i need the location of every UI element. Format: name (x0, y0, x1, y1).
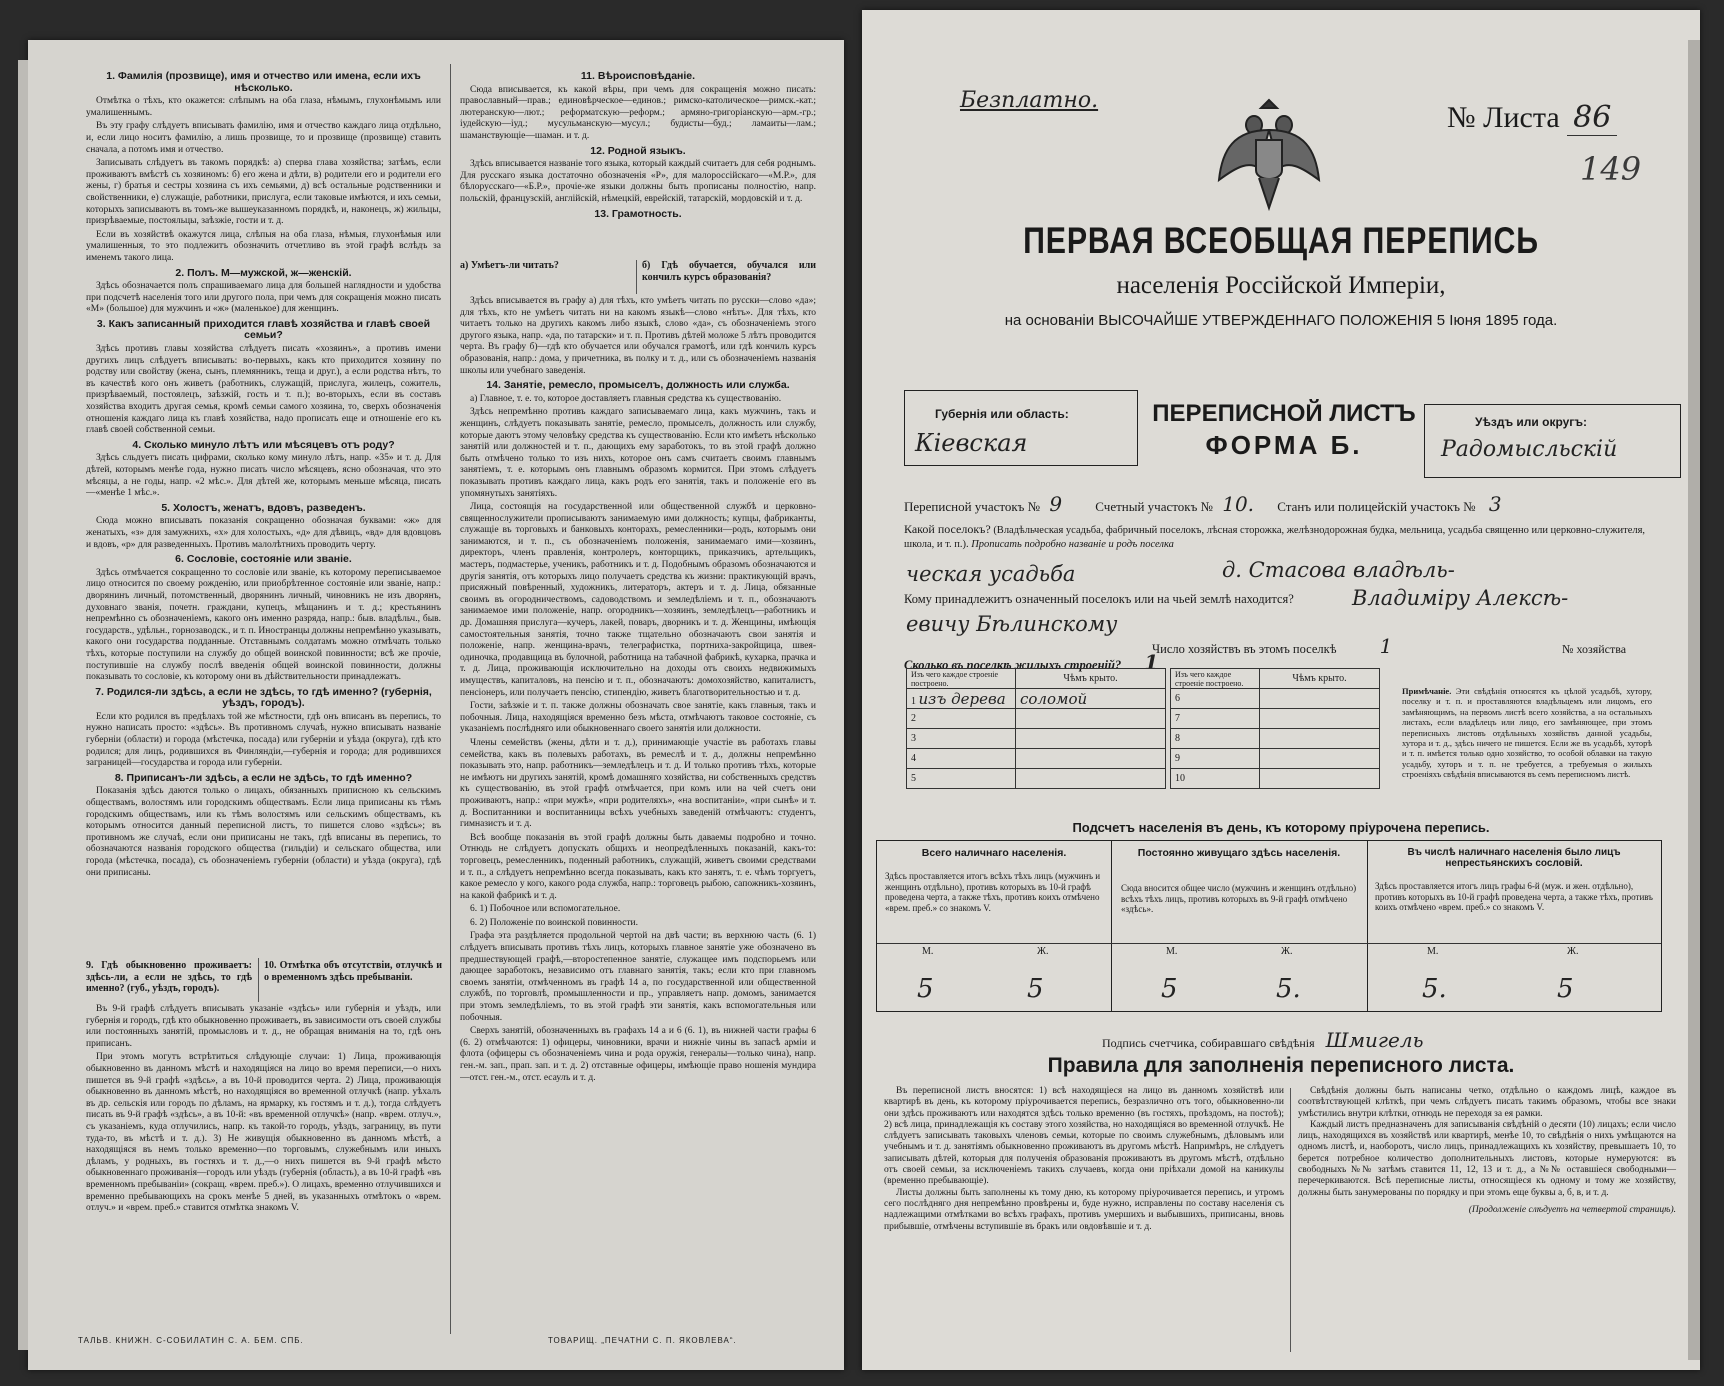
count-head: Всего наличнаго населенія. (921, 847, 1067, 859)
instruction-paragraph: Всѣ вообще показанія въ этой графѣ должны быть даваемы подробно и точно. Отнюдь не слѣдуетъ допускать общихъ и неопредѣленныхъ показаній, какъ-то: торговецъ, ремесленникъ, поденный работникъ, служащій, живетъ своими средствами и т. п., а слѣдуетъ непремѣнно всегда показывать, какъ кто занятъ, т. е. чѣмъ торгуетъ, какое ремесло у кого, какого рода служба, напр.: торговецъ рыбою, сапожникъ-хозяинъ, на какой фабрикѣ и т. д. (460, 832, 816, 901)
signature-value: Шмигель (1325, 1028, 1424, 1052)
uezd-box (1424, 404, 1681, 478)
instruction-paragraph: Отмѣтка о тѣхъ, кто окажется: слѣпымъ на оба глаза, нѣмымъ, глухонѣмымъ или умалишеннымъ. (86, 96, 441, 118)
uezd-value: Радомысльскій (1441, 437, 1618, 462)
count-desc: Здѣсь проставляется итогъ лицъ графы 6-й (муж. и жен. отдѣльно), противъ которыхъ въ 10-й графѣ проведена черта, а также тѣхъ, противъ коихъ отмѣчено «врем. преб.» со знакомъ V. (1375, 881, 1653, 912)
count-zh-value: 5 (1557, 974, 1574, 1004)
instruction-paragraph: а) Главное, т. е. то, которое доставляетъ главныя средства къ существованію. (470, 393, 782, 404)
instruction-paragraph: 6. 2) Положеніе по воинской повинности. (470, 917, 638, 928)
owner-label: Кому принадлежитъ означенный поселокъ или на чьей землѣ находится? (904, 592, 1294, 606)
zh-label: Ж. (1567, 946, 1579, 957)
rules-right-p2: Каждый листъ предназначенъ для записыванія свѣдѣній о десяти (10) лицахъ; если число лицъ, находящихся въ хозяйствѣ или квартирѣ, менѣе 10, то свѣдѣнія о нихъ умѣщаются на одномъ листѣ, и, наоборотъ, число лицъ, принадлежащихъ къ хозяйству, превышаетъ 10, то берется потребное количество дополнительныхъ листовъ, которые нумеруются: въ свободныхъ №№ затѣмъ ставится 11, 12, 13 и т. д., а №№ оставшіеся свободными—перечеркиваются. Всѣ переписные листы, относящіеся къ одному и тому же хозяйству, должны быть занумерованы по порядку и при этомъ еще буквы а, б, в, и т. д. (1298, 1119, 1676, 1198)
poselok-hint2: Прописать подробно названіе и родъ поселка (971, 539, 1174, 550)
instruction-heading: 7. Родился-ли здѣсь, а если не здѣсь, то гдѣ именно? (губернія, уѣздъ, городъ). (95, 685, 432, 710)
count-head: Въ числѣ наличнаго населенія было лицъ непрестьянскихъ сословій. (1407, 847, 1621, 869)
count-m-value: 5 (1161, 974, 1178, 1004)
hh-count-row (1152, 634, 1392, 658)
hh-count-label: Число хозяйствъ въ этомъ поселкѣ (1152, 642, 1337, 656)
rules-right (1298, 1086, 1676, 1216)
page-stack-edge (1688, 40, 1700, 1360)
printer-mark-right: ТОВАРИЩ. „ПЕЧАТНИ С. П. ЯКОВЛЕВА“. (548, 1336, 737, 1345)
instruction-paragraph: Здѣсь отмѣчается сокращенно то сословіе или званіе, къ которому переписываемое лицо относится по своему рожденію, или приобрѣтенное состояніе или званіе, напр.: дворянинъ личный, потомственный, дворянинъ личный, чиновникъ не изъ дворянъ, духовнаго званія, почетн. граждани, купецъ, мѣщанинъ и т. д.; крестьянинъ непремѣнно съ обозначеніемъ, какого онъ именно разряда, напр.: быв. владѣльч., быв. государств., удѣльн., горнозаводск., и т. п. Иностранцы должны непремѣнно указывать, какого они государства подданные. Отставнымъ солдатамъ можно отмѣчать только тѣхъ, которые поступили на службу до общей воинской повинности; всѣ же прочіе, поступившіе на службу послѣ введенія общей воинской повинности, должны показывать то сословіе, къ которому они въ дѣйствительности принадлежатъ. (86, 567, 441, 683)
stan-label: Станъ или полицейскій участокъ № (1277, 499, 1476, 514)
instruction-paragraph: Въ эту графу слѣдуетъ вписывать фамилію, имя и отчество каждаго лица отдѣльно, и, если лицо носитъ фамилію, а лишь прозвище, то и прозвище (прозвище) ставить сначала, а потомъ имя и отчество. (86, 121, 441, 155)
bld-head-material: Изъ чего каждое строеніе построено. (907, 669, 1016, 689)
buildings-value: 1 (1144, 650, 1159, 674)
instructions-column-2 (460, 68, 816, 258)
uezd-label: Уѣздъ или округъ: (1475, 415, 1588, 429)
hh-number (1562, 642, 1626, 657)
instruction-paragraph: Здѣсь непремѣнно противъ каждаго записываемаго лица, какъ мужчинъ, такъ и женщинъ, слѣдуетъ показывать занятіе, ремесло, промыселъ, должность или службу, которые даютъ этому человѣку средства къ существованію. Если кто имѣетъ нѣсколько занятій или должностей и т. п., дающихъ ему заработокъ, то въ этой графѣ должно быть отмѣчено только то изъ нихъ, которое онъ самъ считаетъ своимъ главнымъ занятіемъ, т. е. которымъ онъ главнымъ образомъ кормится. При этомъ слѣдуетъ показывать противъ каждаго лица, какъ родъ его занятія, такъ и положеніе его въ упомянутыхъ занятіяхъ. (460, 407, 816, 499)
column-divider (450, 64, 451, 1334)
question-13b: б) Гдѣ обучается, обучался или кончилъ курсъ образованія? (642, 260, 816, 283)
instruction-heading: 1. Фамилія (прозвище), имя и отчество или имена, если ихъ нѣсколько. (106, 70, 421, 94)
instruction-paragraph: Сюда вписывается, къ какой вѣры, при чемъ для сокращенія можно писать: православный—прав.; единовѣрческое—единов.; римско-католическое—римск.-кат.; лютеранскую—лют.; реформатскую—реформ.; армяно-григоріанскую—арм.-гр.; іудейскую—іуд.; мусульманскую—мусул.; будисты—буд.; ламаиты—лам.; шаманствующіе—шаман. и т. д. (460, 84, 816, 141)
count-col-permanent (1111, 841, 1368, 1011)
instruction-paragraph: Здѣсь вписывается названіе того языка, который каждый считаетъ для себя роднымъ. Для русскаго языка достаточно обозначенія «Р», для малороссійскаго—«М.Р.», для бѣлорусскаго—«Б.Р.», прочіе-же языки должны быть прописаны полностію, напр. польскій, французскій, англійскій, нѣмецкій, еврейскій, татарскій, мордовскій и т. д. (460, 159, 816, 204)
note-block (1402, 686, 1652, 780)
bld-row: 2 (907, 709, 1016, 729)
count-mzh-row (1367, 943, 1661, 1004)
instruction-heading: 12. Родной языкъ. (590, 144, 686, 157)
count-col-nonpeasant (1367, 841, 1661, 1011)
poselok-value-1: д. Стасова владѣль- (1222, 558, 1455, 582)
form-type: ФОРМА Б. (1205, 430, 1363, 460)
instruction-paragraph: Лица, состоящія на государственной или общественной службѣ и церковно-священнослужители прописываютъ занимаемую ими должность; купцы, фабриканты, служащіе въ торговыхъ и банковыхъ конторахъ, ремесленники—родъ, которымъ они занимаются, и т. п., съ обозначеніемъ положенія, занимаемаго ими—хозяинъ, директоръ, членъ правленія, контролеръ, конторщикъ, приказчикъ, артельщикъ, мастеръ, подмастерье, ученикъ, работникъ и т. д. Подобнымъ образомъ обозначаются и другія занятія, отъ которыхъ лицо получаетъ средства къ жизни: практикующій врачъ, присяжный повѣренный, художникъ, литераторъ, актеръ и т. д. Лица, обязанные своимъ въ огородничествомъ, садоводствомъ и земледѣліемъ и т. п., обозначаютъ занимаемое ими положеніе, напр. огородникъ—хозяинъ, земледѣлецъ—работникъ и др. Домашняя прислуга—кучеръ, лакей, поваръ, дворникъ и т. д. Женщины, имѣющія самостоятельныя занятія, точно также тщательно обозначаютъ свои занятія и положеніе, напр. женщина-врачъ, телеграфистка, портниха-закройщица, швея-одиночка, продавщица въ булочной, работница на табачной фабрикѣ, кухарка, прачка и т. д. Лица, проживающія исключительно на доходы отъ своихъ недвижимыхъ имуществъ, капиталовъ, на пенсію и т. п., обозначаютъ: домохозяйство, капиталистъ, пенсіонеръ, или получаетъ пенсію, стипендію, живетъ благотворительностью и т. д. (460, 502, 816, 698)
count-head: Постоянно живущаго здѣсь населенія. (1137, 847, 1341, 859)
zh-label: Ж. (1037, 946, 1049, 957)
instructions-column-1 (86, 68, 441, 958)
printer-mark-left: ТАЛЬВ. КНИЖН. С-СОБИЛАТИН С. А. БЕМ. СПБ. (78, 1336, 304, 1345)
instruction-paragraph: Здѣсь вписывается въ графу а) для тѣхъ, кто умѣетъ читать по русски—слово «да»; для тѣхъ, кто не умѣетъ читать ни на какомъ языкѣ—слово «нѣтъ». Для тѣхъ, кто читаетъ только на другихъ какомъ либо языкѣ, слово «да», съ обозначеніемъ этого другого языка, напр. «да, по татарски» и т. п. Противъ дѣтей моложе 5 лѣтъ проводится черта. Въ графу б)—гдѣ кто обучается или обучался грамотѣ, или гдѣ кончилъ курсъ образованія, напр.: дома, у причетника, въ полку и т. д., или съ обозначеніемъ названія школы или учебнаго заведенія. (460, 296, 816, 376)
instruction-paragraph: Здѣсь противъ главы хозяйства слѣдуетъ писать «хозяинъ», а противъ имени другихъ лицъ слѣдуетъ вписывать: во-первыхъ, какъ кто приходится хозяину по родству или свойству (жена, сынъ, племянникъ, теща и друг.), а если родства нѣтъ, то въ качествѣ кого онъ живетъ (работникъ, служащій, прислуга, жилецъ, сожитель, призрѣваемый, постоялецъ, заѣзжій, гость и т. п.); во-вторыхъ, если въ составъ хозяйства входитъ другая семья, кромѣ семьи самого хозяина, то, сверхъ обозначенія отношенія каждаго лица къ главѣ хозяйства, надо прописать еще и отношеніе его къ главѣ своей собственной семьи. (86, 344, 441, 436)
count-mzh-row (877, 943, 1111, 1004)
buildings-table-right (1170, 668, 1380, 789)
owner-value-2: евичу Бѣлинскому (906, 612, 1118, 636)
bld-head-material-2: Изъ чего каждое строеніе построено. (1171, 669, 1260, 689)
instruction-heading: 13. Грамотность. (594, 207, 682, 220)
schet-value: 10. (1222, 492, 1255, 516)
instruction-paragraph: Если въ хозяйствѣ окажутся лица, слѣпыя на оба глаза, нѣмыя, глухонѣмыя или умалишенныя, то это подлежитъ обозначить отчетливо въ этой графѣ вслѣдъ за именемъ такого лица. (86, 229, 441, 263)
imperial-eagle-icon (1214, 90, 1324, 215)
count-col-present (877, 841, 1112, 1011)
instructions-column-1-tail (86, 1004, 441, 1334)
note-title: Примѣчаніе. (1402, 686, 1452, 696)
bld-row: 3 (907, 729, 1016, 749)
instruction-paragraph: Показанія здѣсь даются только о лицахъ, обязанныхъ приписною къ сельскимъ обществамъ, волостямъ или городскимъ обществамъ. Если лица приписаны къ тѣмъ городскимъ обществамъ, или къ тѣмъ волостямъ или сельскимъ обществамъ, къ которымъ относится данный переписной листъ, то пишется слово «здѣсь»; въ противномъ же случаѣ, если они приписаны не такъ, гдѣ вписаны въ перепись, то обозначаются названія городского общества (гильдіи) и сельскаго общества, или города (мѣстечка, посада), съ обозначеніемъ губерніи (области) и уѣзда (округа), гдѣ они приписаны. (86, 786, 441, 878)
question-13a: а) Умѣетъ-ли читать? (460, 260, 559, 271)
left-page (28, 40, 844, 1370)
schet-label: Счетный участокъ № (1095, 499, 1213, 514)
instruction-heading: 4. Сколько минуло лѣтъ или мѣсяцевъ отъ роду? (132, 438, 395, 451)
instruction-paragraph: Здѣсь сльдуетъ писать цифрами, сколько кому минуло лѣтъ, напр. «35» и т. д. Для дѣтей, которымъ менѣе года, нужно писать число мѣсяцевъ, ясно обозначая, что это мѣсяцы, а не годы, напр. «2 мѣс.». Для дѣтей же, которымъ меньше мѣсяца, писать—«менѣе 1 мѣс.». (86, 453, 441, 499)
instruction-heading: 5. Холостъ, женатъ, вдовъ, разведенъ. (161, 501, 366, 514)
header-boxes (904, 390, 1644, 468)
instruction-heading: 2. Полъ. М—мужской, ж—женскій. (175, 266, 352, 279)
count-m-value: 5 (917, 974, 934, 1004)
instruction-paragraph: Графа эта раздѣляется продольной чертой на двѣ части; въ верхнюю часть (6. 1) слѣдуетъ вписывать противъ тѣхъ лицъ, которыхъ главное занятіе уже обозначено въ предшествующей графѣ,—второстепенное занятіе, служащее имъ подспорьемъ или дающее заработокъ, независимо отъ главнаго занятія, такъ; если кто при главномъ своемъ занятіи, отмѣченномъ въ графѣ 14 а, по государственной или общественной службѣ, по торговлѣ, промышленности и пр., управляетъ напр. домомъ, занимается при этомъ земледѣліемъ, то въ этой графѣ эти занятія, какъ вспомогательныя или побочныя. (460, 931, 816, 1023)
rules-title: Правила для заполненія переписного листа. (1047, 1054, 1515, 1077)
location-row (904, 492, 1664, 516)
free-stamp: Безплатно. (960, 88, 1099, 113)
instruction-paragraph: Гости, заѣзжіе и т. п. также должны обозначать свое занятіе, какъ главныя, такъ и побочныя. Лица, находящіяся временно безъ мѣста, отмѣчаютъ таковое состояніе, съ указаніемъ послѣдняго или обыкновеннаго своего занятія или должности. (460, 701, 816, 735)
m-label: М. (922, 946, 934, 957)
instruction-paragraph: Записывать слѣдуетъ въ такомъ порядкѣ: а) сперва глава хозяйства; затѣмъ, если проживаютъ вмѣстѣ съ хозяиномъ: б) его жена и дѣти, в) родители его и родители его жены, г) братья и сестры хозяина съ ихъ семьями, д) всѣ остальные родственники и свойственники, е) служащіе, работники, прислуга, если таковые имѣются, и ихъ семьи, которыхъ записываютъ въ томъ-же вышеуказанномъ порядкѣ, и, наконецъ, ж) жильцы, призрѣваемые, постояльцы, заѣзжіе, гости и т. д. (86, 158, 441, 227)
question-9: 9. Гдѣ обыкновенно проживаетъ: здѣсь-ли, а если не здѣсь, то гдѣ именно? (губ., уѣздъ, городъ). (86, 960, 252, 995)
right-page (862, 10, 1700, 1370)
bld-row: 6 (1171, 689, 1260, 709)
instruction-paragraph: 6. 1) Побочное или вспомогательное. (470, 904, 621, 915)
count-mzh-row (1111, 943, 1367, 1004)
owner-value-1: Владиміру Алексѣ- (1352, 586, 1569, 610)
instruction-heading: 6. Сословіе, состояніе или званіе. (175, 553, 352, 566)
bld-row: 10 (1171, 769, 1260, 789)
instruction-paragraph: Члены семействъ (жены, дѣти и т. д.), принимающіе участіе въ работахъ главы семейства, какъ въ полевыхъ работахъ, въ ремеслѣ и т. д., должны непремѣнно показывать это, напр. работникъ—земледѣлецъ и т. д. И только противъ тѣхъ, которые не имѣютъ ни другихъ занятій, кромѣ домашняго хозяйства, ни собственныхъ средствъ къ существованію, въ этой графѣ отмѣчается, при комъ или на чей счетъ они проживаютъ, напр.: «при мужѣ», «при родителяхъ», «на воспитаніи», «при сынѣ» и т. д. Воспитанники и воспитанницы всѣхъ учебныхъ заведеній отмѣчаютъ: студентъ, гимназистъ и т. д. (460, 737, 816, 830)
rules-left-p1: Въ переписной листъ вносятся: 1) всѣ находящіеся на лицо въ данномъ хозяйствѣ или квартирѣ въ день, къ которому пріурочивается перепись, безразлично отъ того, обыкновенно-ли они здѣсь проживаютъ или находятся здѣсь только временно (въ гостяхъ, проѣздомъ, на постоѣ); 2) всѣ лица, принадлежащія къ составу этого хозяйства, но находящіяся во временной отлучкѣ. Не слѣдуетъ записывать таковыхъ членовъ семьи, которые по своимъ служебнымъ, дѣловымъ или учебнымъ и т. д. занятіямъ обыкновенно проживаютъ въ другомъ мѣстѣ. Напримѣръ, не слѣдуетъ записывать дѣтей, которыя для полученія образованія проживаютъ въ другомъ мѣстѣ, отдѣльно отъ своей семьи, за исключеніемъ такихъ случаевъ, когда они пріѣхали домой на каникулы (временно пребывающіе). (884, 1086, 1284, 1187)
instruction-paragraph: Въ 9-й графѣ слѣдуетъ вписывать указаніе «здѣсь» или губернія и уѣздъ, или губернія и городъ, гдѣ кто обыкновенно проживаетъ, въ зависимости отъ своей службы или постоянныхъ занятій, промысловъ и т. д., не обращая вниманія на то, гдѣ онъ приписанъ. (86, 1004, 441, 1049)
instruction-heading: 11. Вѣроисповѣданіе. (580, 70, 696, 82)
uchastok-value: 9 (1049, 492, 1063, 516)
rules-left-p2: Листы должны быть заполнены къ тому дню, къ которому пріурочивается перепись, и утромъ сего послѣдняго дня непремѣнно провѣрены и, буде нужно, исправлены по составу населенія съ надлежащими отмѣтками во всѣхъ графахъ, противъ умершихъ и выбывшихъ, приписаны, вновь прибывшіе, отмѣчены вступившіе въ бракъ или овдовѣвшіе и т. д. (884, 1187, 1284, 1232)
m-label: М. (1166, 946, 1178, 957)
hh-number-label: № хозяйства (1562, 642, 1627, 656)
census-basis: на основаніи ВЫСОЧАЙШЕ УТВЕРЖДЕННАГО ПОЛОЖЕНІЯ 5 Іюня 1895 года. (1004, 312, 1558, 329)
rules-right-p1: Свѣдѣнія должны быть написаны четко, отдѣльно о каждомъ лицѣ, каждое въ соотвѣтствующей клѣткѣ, при чемъ слѣдуетъ писать такимъ образомъ, чтобы все знаки умѣстились внутри клѣтки, отнюдь не переходя за ея рамки. (1298, 1086, 1676, 1119)
instruction-paragraph: Если кто родился въ предѣлахъ той же мѣстности, гдѣ онъ вписанъ въ перепись, то нужно написать просто: «здѣсь». Въ противномъ случаѣ, нужно вписывать названіе губерніи (области) и города (мѣстечка, посада) или губерніи и уѣзда (округа), гдѣ кто родился; для лицъ, родившихся въ Финляндіи,—губернія и города; для родившихся заграницей—государства и города или губерніи. (86, 711, 441, 769)
bld-row: 5 (907, 769, 1016, 789)
instruction-heading: 14. Занятіе, ремесло, промыселъ, должность или служба. (486, 379, 790, 392)
census-subtitle: населенія Россійской Имперіи, (1116, 272, 1446, 299)
bld-row: 1 изъ дерева (907, 689, 1016, 709)
buildings-label: Сколько въ поселкѣ жилыхъ строеній? (904, 658, 1122, 672)
buildings-table-left (906, 668, 1166, 789)
stan-value: 3 (1488, 492, 1502, 516)
guberniya-label: Губернія или область: (935, 407, 1069, 421)
guberniya-value: Кіевская (915, 429, 1028, 457)
instructions-column-2-tail (460, 296, 816, 1334)
instruction-paragraph: При этомъ могутъ встрѣтиться слѣдующіе случаи: 1) Лица, проживающія обыкновенно въ данномъ мѣстѣ и находящіяся на лицо во время переписи,—о нихъ пишется въ 9-й графѣ «здѣсь», а въ 10-й проводится черта. 2) Лица, проживающія обыкновенно въ данномъ мѣстѣ, но находящіяся во временной отлучкѣ (напр. уѣхалъ въ др. сельскія или городъ по дѣламъ, на ярмарку, къ гостямъ и т. д.), тогда слѣдуетъ писать въ 9-й графѣ «здѣсь», а въ 10-й: «въ временной отлучкѣ» (напр. «врем. отлуч.», съ указаніемъ, куда отлучились, напр. къ такой-то городъ, уѣздъ, заграницу, въ пути туда-то, въ мѣстѣ и т. д.). 3) Не живущія обыкновенно въ данномъ мѣстѣ, а находящіяся въ немъ только временно—по торговымъ, служебнымъ или иныхъ дѣламъ, у родныхъ, въ гостяхъ и т. д.,—о нихъ пишется въ 9-й графѣ мѣсто обыкновеннаго проживанія—городъ или уѣздъ (губернія (область), а въ 10-й графѣ «въ временномъ пребываніи» (сокращ. «врем. преб.»). О лицахъ, временно отлучившихся и временно пребывающихъ на срокъ менѣе 5 дней, въ указанныхъ отмѣтокъ о «врем. отлуч.» и «врем. преб.» ставится отмѣтка знакомъ V. (86, 1052, 441, 1214)
page-edge (18, 60, 28, 1350)
m-label: М. (1427, 946, 1439, 957)
poselok-row (904, 522, 1664, 552)
note-text: Эти свѣдѣнія относятся къ цѣлой усадьбѣ, хутору, поселку и т. п. и проставляются владѣльцемъ или лицомъ, его замѣняющимъ, на первомъ листѣ всего хозяйства, а на остальныхъ листахъ, если владѣлецъ или лицо, его замѣняющее, при этомъ переписныхъ листовъ отдѣльныхъ хозяйствъ данной усадьбы, хутора и т. д., здѣсь ничего не пишется. Если же въ усадьбѣ, хуторѣ и т. п. имѣется только одно хозяйство, то особой облавки на такую усадьбу, хуторъ и т. п. не требуется, а требуемыя о жилыхъ строеніяхъ свѣдѣнія вписываются въ семъ переписномъ листѣ. (1402, 686, 1653, 780)
count-zh-value: 5 (1027, 974, 1044, 1004)
poselok-label: Какой поселокъ? (904, 522, 991, 536)
rules-left (884, 1086, 1284, 1233)
bld-roof-cell: соломой (1016, 689, 1166, 709)
bld-head-roof-2: Чѣмъ крыто. (1260, 669, 1380, 689)
bld-row: 4 (907, 749, 1016, 769)
signature-row (1102, 1028, 1424, 1052)
census-title: ПЕРВАЯ ВСЕОБЩАЯ ПЕРЕПИСЬ (1023, 220, 1539, 261)
rules-divider (1290, 1088, 1291, 1352)
instruction-paragraph: Здѣсь обозначается полъ спрашиваемаго лица для большей наглядности и удобства при подсчетѣ населенія того или другого пола, при чемъ для сокращенія можно писать «М» (большое) для мужчинъ и «ж» (маленькое) для женщинъ. (86, 281, 441, 315)
guberniya-box (904, 390, 1138, 466)
sheet-number (1447, 100, 1617, 135)
form-title: ПЕРЕПИСНОЙ ЛИСТЪ (1152, 400, 1416, 427)
instruction-paragraph: Сверхъ занятій, обозначенныхъ въ графахъ 14 а и 6 (6. 1), въ нижней части графы 6 (6. 2) отмѣчаются: 1) офицеры, чиновники, врачи и нижніе чины въ запасѣ арміи и флота (офицеры съ обозначеніемъ чина и рода оружія, генералы—только чина), напр. ген.-м. зап., прап. зап. и т. д. 2) отставные офицеры, имѣющіе право ношенія мундира—отст. ген.-м., отст. есаулъ и т. д. (460, 1026, 816, 1083)
rules-footer: (Продолженіе слѣдуетъ на четвертой страницѣ). (1468, 1204, 1676, 1215)
q13-divider (636, 260, 637, 294)
count-title: Подсчетъ населенія въ день, къ которому пріурочена перепись. (1072, 820, 1490, 835)
instruction-heading: 3. Какъ записанный приходится главѣ хозяйства и главѣ своей семьи? (96, 317, 431, 342)
uchastok-label: Переписной участокъ № (904, 499, 1041, 514)
instruction-heading: 8. Приписанъ-ли здѣсь, а если не здѣсь, то гдѣ именно? (114, 771, 413, 784)
count-desc: Сюда вносится общее число (мужчинъ и женщинъ отдѣльно) всѣхъ тѣхъ лицъ, противъ которыхъ въ 9-й графѣ отмѣчено «здѣсь». (1121, 883, 1357, 914)
bld-head-roof: Чѣмъ крыто. (1016, 669, 1166, 689)
sheet-number-label: № Листа (1447, 101, 1560, 134)
sheet-number-value: 86 (1567, 100, 1617, 136)
bld-row: 9 (1171, 749, 1260, 769)
count-desc: Здѣсь проставляется итогъ всѣхъ тѣхъ лицъ (мужчинъ и женщинъ отдѣльно), противъ которыхъ въ 10-й графѣ проведена черта, а также тѣхъ, противъ коихъ отмѣчено «врем. преб.» со знакомъ V. (885, 871, 1101, 913)
instruction-paragraph: Сюда можно вписывать показанія сокращенно обозначая буквами: «ж» для женатыхъ, «з» для замужнихъ, «х» для холостыхъ, «д» для дѣвицъ, «вд» для вдовцовъ и вдовъ, «р» для разведенныхъ. Противъ малолѣтнихъ проводить черту. (86, 516, 441, 550)
hh-count-value: 1 (1379, 634, 1393, 658)
bld-row: 7 (1171, 709, 1260, 729)
count-zh-value: 5. (1276, 974, 1301, 1004)
zh-label: Ж. (1281, 946, 1293, 957)
signature-label: Подпись счетчика, собиравшаго свѣдѣнія (1102, 1036, 1315, 1050)
count-m-value: 5. (1422, 974, 1447, 1004)
question-10: 10. Отмѣтка объ отсутствіи, отлучкѣ и о временномъ здѣсь пребываніи. (264, 960, 442, 983)
q9-q10-divider (258, 958, 259, 1002)
poselok-value-2: ческая усадьба (906, 562, 1076, 586)
bld-row: 8 (1171, 729, 1260, 749)
sheet-number-pencil: 149 (1580, 150, 1642, 188)
poselok-hint: (Владѣльческая усадьба, фабричный поселокъ, лѣсная сторожка, желѣзнодорожная будка, мельница, усадьба священно или церковно-служителя, школа, и т. п.). (904, 525, 1646, 550)
count-table (876, 840, 1662, 1012)
